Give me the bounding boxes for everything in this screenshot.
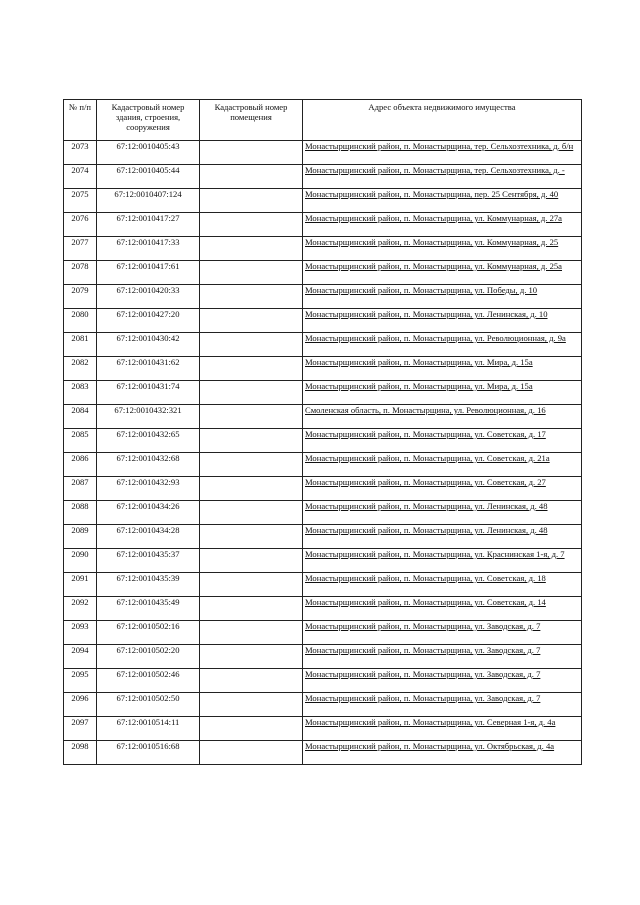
room-cadastral-number bbox=[200, 669, 303, 693]
room-cadastral-number bbox=[200, 717, 303, 741]
cadastral-number: 67:12:0010430:42 bbox=[97, 333, 200, 357]
row-number: 2075 bbox=[64, 189, 97, 213]
cadastral-number: 67:12:0010502:46 bbox=[97, 669, 200, 693]
address: Монастырщинский район, п. Монастырщина, ул. Революционная, д. 9а bbox=[303, 333, 582, 357]
address: Монастырщинский район, п. Монастырщина, ул. Заводская, д. 7 bbox=[303, 645, 582, 669]
table-row bbox=[64, 165, 582, 189]
room-cadastral-number bbox=[200, 477, 303, 501]
row-number: 2083 bbox=[64, 381, 97, 405]
table-row bbox=[64, 693, 582, 717]
cadastral-number: 67:12:0010502:20 bbox=[97, 645, 200, 669]
row-number: 2097 bbox=[64, 717, 97, 741]
room-cadastral-number bbox=[200, 453, 303, 477]
cadastral-number: 67:12:0010502:50 bbox=[97, 693, 200, 717]
row-number: 2076 bbox=[64, 213, 97, 237]
row-number: 2088 bbox=[64, 501, 97, 525]
address: Монастырщинский район, п. Монастырщина, ул. Советская, д. 18 bbox=[303, 573, 582, 597]
row-number: 2087 bbox=[64, 477, 97, 501]
cadastral-number: 67:12:0010435:37 bbox=[97, 549, 200, 573]
table-row bbox=[64, 669, 582, 693]
room-cadastral-number bbox=[200, 645, 303, 669]
table-row bbox=[64, 549, 582, 573]
row-number: 2095 bbox=[64, 669, 97, 693]
cadastral-number: 67:12:0010432:321 bbox=[97, 405, 200, 429]
cadastral-number: 67:12:0010435:39 bbox=[97, 573, 200, 597]
address: Монастырщинский район, п. Монастырщина, ул. Советская, д. 14 bbox=[303, 597, 582, 621]
row-number: 2091 bbox=[64, 573, 97, 597]
address: Монастырщинский район, п. Монастырщина, ул. Ленинская, д. 48 bbox=[303, 525, 582, 549]
cadastral-number: 67:12:0010417:61 bbox=[97, 261, 200, 285]
address: Монастырщинский район, п. Монастырщина, ул. Мира, д. 15а bbox=[303, 357, 582, 381]
address: Монастырщинский район, п. Монастырщина, ул. Коммунарная, д. 25а bbox=[303, 261, 582, 285]
row-number: 2080 bbox=[64, 309, 97, 333]
address: Монастырщинский район, п. Монастырщина, ул. Ленинская, д. 10 bbox=[303, 309, 582, 333]
address: Монастырщинский район, п. Монастырщина, ул. Советская, д. 27 bbox=[303, 477, 582, 501]
room-cadastral-number bbox=[200, 549, 303, 573]
table-row bbox=[64, 261, 582, 285]
header-number: № п/п bbox=[64, 100, 97, 141]
room-cadastral-number bbox=[200, 741, 303, 765]
row-number: 2093 bbox=[64, 621, 97, 645]
room-cadastral-number bbox=[200, 405, 303, 429]
room-cadastral-number bbox=[200, 261, 303, 285]
cadastral-number: 67:12:0010405:43 bbox=[97, 141, 200, 165]
room-cadastral-number bbox=[200, 309, 303, 333]
address: Монастырщинский район, п. Монастырщина, ул. Мира, д. 15а bbox=[303, 381, 582, 405]
row-number: 2086 bbox=[64, 453, 97, 477]
table-row bbox=[64, 501, 582, 525]
row-number: 2092 bbox=[64, 597, 97, 621]
address: Монастырщинский район, п. Монастырщина, ул. Советская, д. 17 bbox=[303, 429, 582, 453]
address: Монастырщинский район, п. Монастырщина, тер. Сельхозтехника, д. - bbox=[303, 165, 582, 189]
row-number: 2081 bbox=[64, 333, 97, 357]
row-number: 2079 bbox=[64, 285, 97, 309]
header-cadastral-room: Кадастровый номер помещения bbox=[200, 100, 303, 141]
room-cadastral-number bbox=[200, 525, 303, 549]
address: Монастырщинский район, п. Монастырщина, тер. Сельхозтехника, д. б/н bbox=[303, 141, 582, 165]
header-cadastral-building: Кадастровый номер здания, строения, сооружения bbox=[97, 100, 200, 141]
address: Монастырщинский район, п. Монастырщина, ул. Советская, д. 21а bbox=[303, 453, 582, 477]
room-cadastral-number bbox=[200, 213, 303, 237]
row-number: 2089 bbox=[64, 525, 97, 549]
table-row bbox=[64, 213, 582, 237]
address: Монастырщинский район, п. Монастырщина, ул. Краснинская 1-я, д. 7 bbox=[303, 549, 582, 573]
room-cadastral-number bbox=[200, 189, 303, 213]
cadastral-number: 67:12:0010427:20 bbox=[97, 309, 200, 333]
address: Монастырщинский район, п. Монастырщина, пер. 25 Сентября, д. 40 bbox=[303, 189, 582, 213]
row-number: 2078 bbox=[64, 261, 97, 285]
table-row bbox=[64, 405, 582, 429]
table-row bbox=[64, 381, 582, 405]
table-row bbox=[64, 189, 582, 213]
room-cadastral-number bbox=[200, 621, 303, 645]
document-page bbox=[63, 99, 581, 765]
room-cadastral-number bbox=[200, 357, 303, 381]
room-cadastral-number bbox=[200, 381, 303, 405]
address: Монастырщинский район, п. Монастырщина, ул. Северная 1-я, д. 4а bbox=[303, 717, 582, 741]
table-row bbox=[64, 717, 582, 741]
address: Монастырщинский район, п. Монастырщина, ул. Ленинская, д. 48 bbox=[303, 501, 582, 525]
cadastral-number: 67:12:0010417:27 bbox=[97, 213, 200, 237]
table-row bbox=[64, 285, 582, 309]
room-cadastral-number bbox=[200, 285, 303, 309]
table-row bbox=[64, 573, 582, 597]
table-row bbox=[64, 309, 582, 333]
cadastral-number: 67:12:0010432:93 bbox=[97, 477, 200, 501]
row-number: 2090 bbox=[64, 549, 97, 573]
cadastral-number: 67:12:0010514:11 bbox=[97, 717, 200, 741]
room-cadastral-number bbox=[200, 429, 303, 453]
table-header bbox=[64, 100, 582, 141]
table-row bbox=[64, 597, 582, 621]
address: Смоленская область, п. Монастырщина, ул. Революционная, д. 16 bbox=[303, 405, 582, 429]
table-row bbox=[64, 645, 582, 669]
cadastral-number: 67:12:0010435:49 bbox=[97, 597, 200, 621]
cadastral-number: 67:12:0010432:65 bbox=[97, 429, 200, 453]
table-row bbox=[64, 525, 582, 549]
row-number: 2082 bbox=[64, 357, 97, 381]
cadastral-number: 67:12:0010407:124 bbox=[97, 189, 200, 213]
table-body bbox=[64, 141, 582, 765]
address: Монастырщинский район, п. Монастырщина, ул. Победы, д. 10 bbox=[303, 285, 582, 309]
table-row bbox=[64, 477, 582, 501]
table-row bbox=[64, 357, 582, 381]
room-cadastral-number bbox=[200, 693, 303, 717]
row-number: 2074 bbox=[64, 165, 97, 189]
row-number: 2094 bbox=[64, 645, 97, 669]
cadastral-number: 67:12:0010417:33 bbox=[97, 237, 200, 261]
row-number: 2084 bbox=[64, 405, 97, 429]
cadastral-number: 67:12:0010432:68 bbox=[97, 453, 200, 477]
row-number: 2077 bbox=[64, 237, 97, 261]
cadastral-number: 67:12:0010431:74 bbox=[97, 381, 200, 405]
header-row bbox=[64, 100, 582, 141]
table-row bbox=[64, 333, 582, 357]
address: Монастырщинский район, п. Монастырщина, ул. Коммунарная, д. 25 bbox=[303, 237, 582, 261]
table-row bbox=[64, 621, 582, 645]
address: Монастырщинский район, п. Монастырщина, ул. Заводская, д. 7 bbox=[303, 621, 582, 645]
room-cadastral-number bbox=[200, 501, 303, 525]
header-address: Адрес объекта недвижимого имущества bbox=[303, 100, 582, 141]
table-row bbox=[64, 141, 582, 165]
row-number: 2096 bbox=[64, 693, 97, 717]
table-row bbox=[64, 237, 582, 261]
room-cadastral-number bbox=[200, 573, 303, 597]
cadastral-number: 67:12:0010516:68 bbox=[97, 741, 200, 765]
address: Монастырщинский район, п. Монастырщина, ул. Заводская, д. 7 bbox=[303, 669, 582, 693]
room-cadastral-number bbox=[200, 165, 303, 189]
cadastral-number: 67:12:0010502:16 bbox=[97, 621, 200, 645]
room-cadastral-number bbox=[200, 141, 303, 165]
address: Монастырщинский район, п. Монастырщина, ул. Коммунарная, д. 27а bbox=[303, 213, 582, 237]
table-row bbox=[64, 429, 582, 453]
room-cadastral-number bbox=[200, 597, 303, 621]
address: Монастырщинский район, п. Монастырщина, ул. Октябрьская, д. 4а bbox=[303, 741, 582, 765]
row-number: 2098 bbox=[64, 741, 97, 765]
table-row bbox=[64, 453, 582, 477]
row-number: 2085 bbox=[64, 429, 97, 453]
cadastral-number: 67:12:0010420:33 bbox=[97, 285, 200, 309]
cadastral-number: 67:12:0010431:62 bbox=[97, 357, 200, 381]
table-row bbox=[64, 741, 582, 765]
row-number: 2073 bbox=[64, 141, 97, 165]
cadastral-number: 67:12:0010405:44 bbox=[97, 165, 200, 189]
property-registry-table bbox=[63, 99, 582, 765]
cadastral-number: 67:12:0010434:28 bbox=[97, 525, 200, 549]
room-cadastral-number bbox=[200, 333, 303, 357]
address: Монастырщинский район, п. Монастырщина, ул. Заводская, д. 7 bbox=[303, 693, 582, 717]
room-cadastral-number bbox=[200, 237, 303, 261]
cadastral-number: 67:12:0010434:26 bbox=[97, 501, 200, 525]
